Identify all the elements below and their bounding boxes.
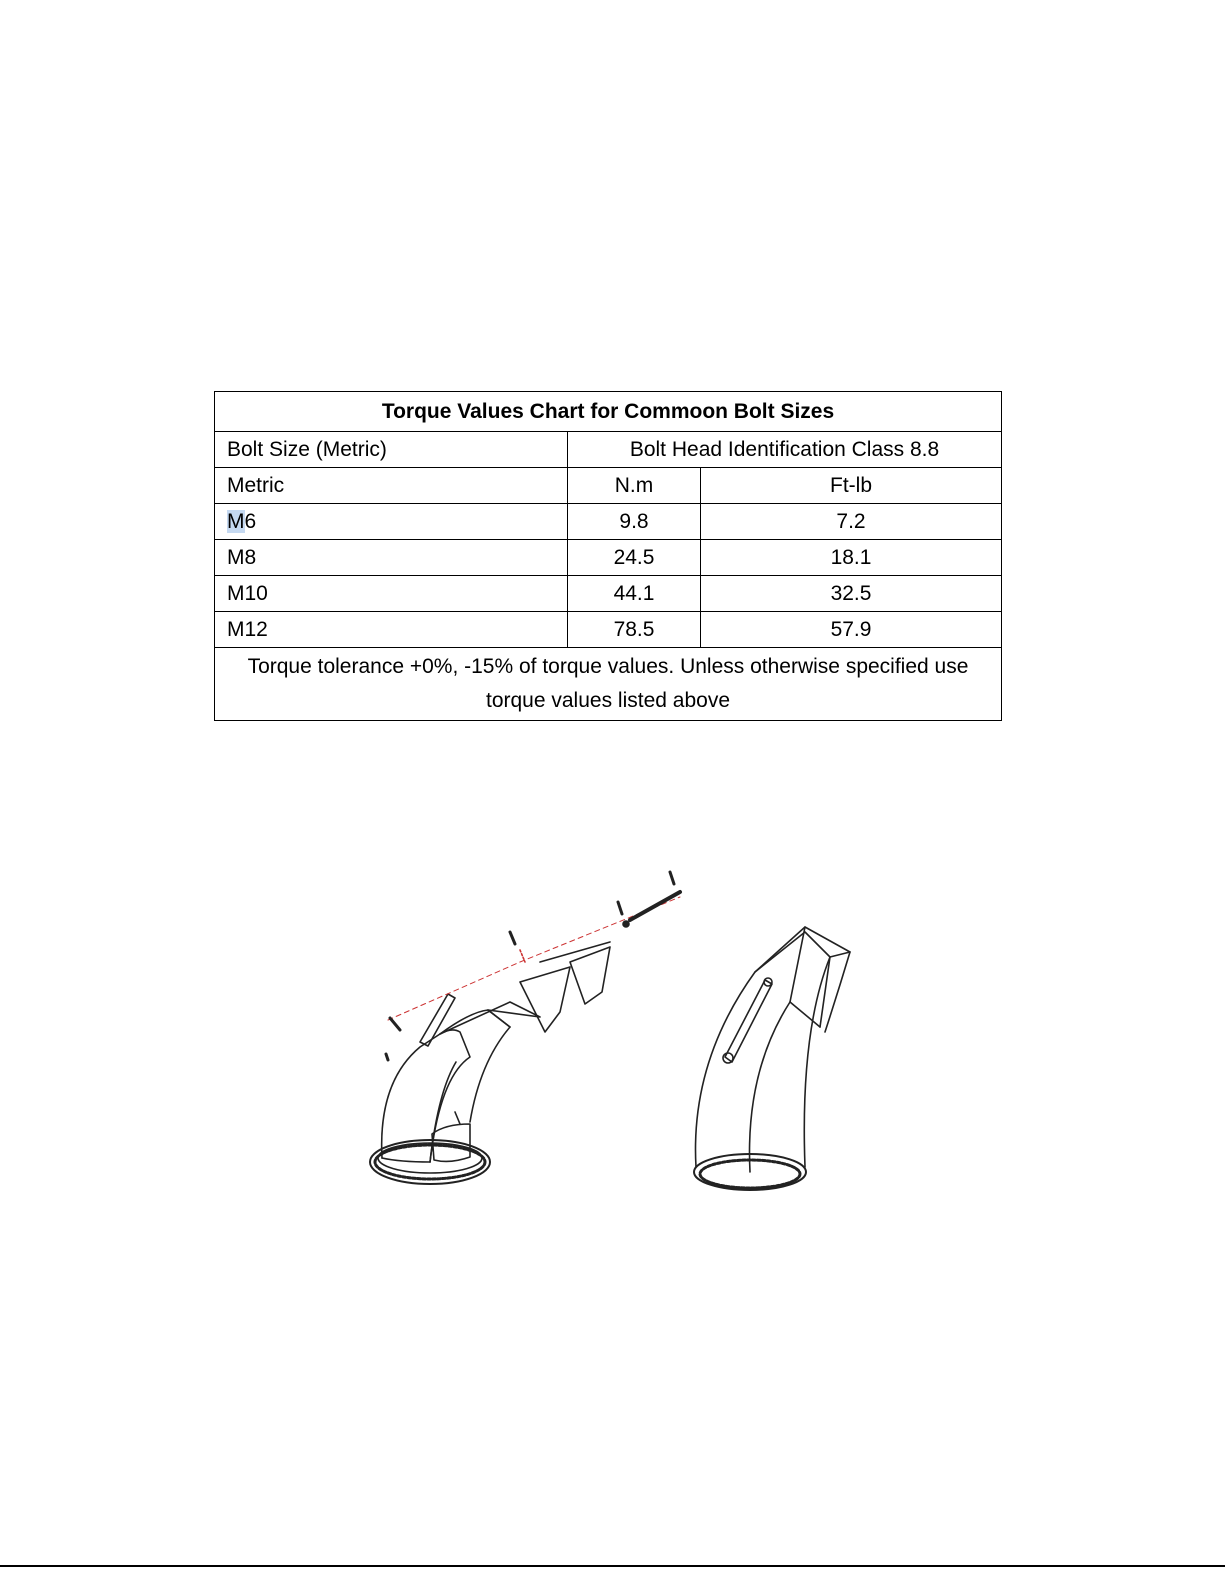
bolt-size-cell: M8 [215,540,568,576]
bolt-size-cell: M10 [215,576,568,612]
class-header: Bolt Head Identification Class 8.8 [568,432,1002,468]
page-bottom-rule [0,1565,1225,1567]
table-title: Torque Values Chart for Commoon Bolt Sizes [215,392,1002,432]
table-row [215,540,1002,576]
nm-column-header: N.m [568,468,701,504]
torque-tolerance-note [215,648,1002,721]
nm-cell: 78.5 [568,612,701,648]
bolt-size-cell: M12 [215,612,568,648]
note-line-2: torque values listed above [486,689,730,712]
ftlb-cell: 7.2 [701,504,1002,540]
bolt-size-rest: 6 [244,509,257,533]
metric-column-header: Metric [215,468,568,504]
nm-cell: 9.8 [568,504,701,540]
exploded-chute-drawing [370,872,680,1184]
table-row [215,504,1002,540]
bolt-size-cell [215,504,568,540]
ftlb-cell: 18.1 [701,540,1002,576]
note-line-1: Torque tolerance +0%, -15% of torque values. Unless otherwise specified use [247,655,969,678]
ftlb-cell: 57.9 [701,612,1002,648]
selected-text: M [227,509,245,533]
ftlb-cell: 32.5 [701,576,1002,612]
nm-cell: 44.1 [568,576,701,612]
assembled-chute-drawing [694,927,850,1190]
chute-assembly-illustration [360,862,870,1212]
bolt-size-header: Bolt Size (Metric) [215,432,568,468]
nm-cell: 24.5 [568,540,701,576]
torque-values-table [214,391,1002,721]
ftlb-column-header: Ft-lb [701,468,1002,504]
table-row [215,612,1002,648]
table-row [215,576,1002,612]
